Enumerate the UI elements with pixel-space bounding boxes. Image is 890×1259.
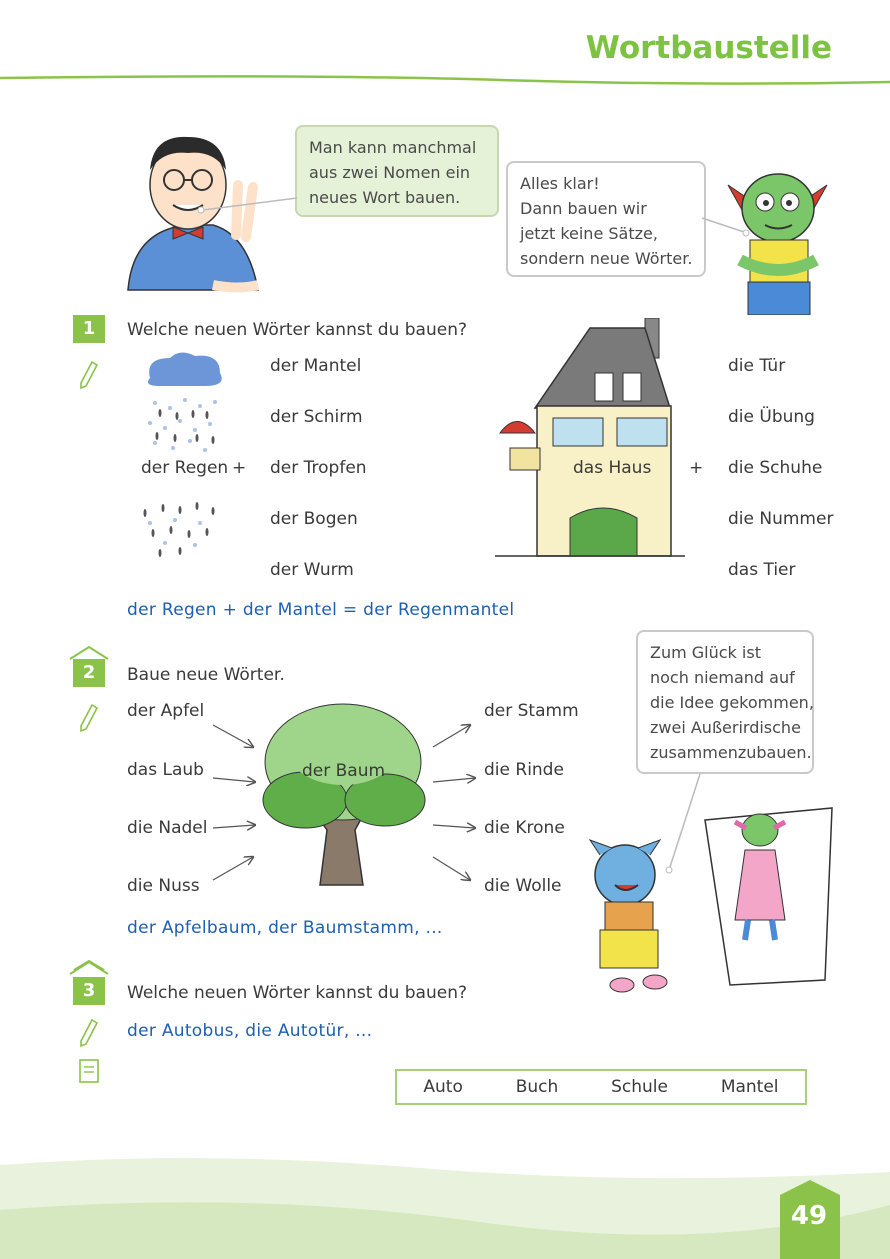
task2-center: der Baum	[302, 761, 386, 781]
word-item: die Rinde	[484, 760, 564, 780]
bubble-line: zwei Außerirdische	[650, 718, 801, 737]
task1-left-base: der Regen	[141, 458, 229, 478]
pencil-icon	[78, 360, 100, 390]
footer-wave	[0, 1150, 890, 1259]
rain-cloud-illustration	[135, 348, 230, 563]
alien-speech-bubble	[506, 161, 706, 277]
word-item: die Krone	[484, 818, 565, 838]
pencil-icon	[78, 1018, 100, 1048]
arrows	[205, 700, 485, 890]
task-1-question: Welche neuen Wörter kannst du bauen?	[127, 320, 467, 340]
header-divider	[0, 70, 890, 90]
task1-example: der Regen + der Mantel = der Regenmantel	[127, 600, 515, 620]
word-box-item: Buch	[515, 1077, 559, 1097]
task-2-question: Baue neue Wörter.	[127, 665, 285, 685]
bubble-line: Alles klar!	[520, 174, 600, 193]
house-illustration	[495, 318, 685, 558]
word-item: die Nuss	[127, 876, 200, 896]
word-box	[395, 1069, 807, 1105]
bubble-line: Dann bauen wir	[520, 199, 647, 218]
word-box-item: Auto	[423, 1077, 463, 1097]
pencil-icon	[78, 703, 100, 733]
word-item: die Wolle	[484, 876, 562, 896]
monster-illustration	[570, 790, 835, 1000]
word-box-item: Mantel	[720, 1077, 779, 1097]
word-item: der Stamm	[484, 701, 579, 721]
task-number-3: 3	[73, 977, 105, 1005]
plus-sign: +	[232, 458, 247, 478]
bubble-line: noch niemand auf	[650, 668, 795, 687]
task-3-question: Welche neuen Wörter kannst du bauen?	[127, 983, 467, 1003]
bubble-line: aus zwei Nomen ein	[309, 163, 471, 182]
task-number-2: 2	[73, 659, 105, 687]
task1-right-base: das Haus	[573, 458, 652, 478]
notebook-icon	[78, 1057, 100, 1085]
bubble-line: zusammenzubauen.	[650, 743, 812, 762]
word-item: das Laub	[127, 760, 204, 780]
bubble-line: Zum Glück ist	[650, 643, 761, 662]
word-item: die Nummer	[728, 509, 834, 529]
word-box-item: Schule	[611, 1077, 668, 1097]
plus-sign: +	[689, 458, 704, 478]
bubble-line: Man kann manchmal	[309, 138, 477, 157]
word-item: die Übung	[728, 407, 815, 427]
word-item: der Tropfen	[270, 458, 367, 478]
monster-speech-bubble	[636, 630, 814, 774]
alien-illustration	[720, 160, 835, 315]
bubble-pointer	[195, 190, 305, 220]
word-item: die Tür	[728, 356, 786, 376]
page-title: Wortbaustelle	[585, 30, 832, 66]
bubble-line: die Idee gekommen,	[650, 693, 814, 712]
word-item: der Apfel	[127, 701, 205, 721]
task3-example: der Autobus, die Autotür, ...	[127, 1021, 373, 1041]
word-item: die Nadel	[127, 818, 208, 838]
word-item: der Schirm	[270, 407, 363, 427]
word-item: der Wurm	[270, 560, 354, 580]
task2-example: der Apfelbaum, der Baumstamm, ...	[127, 918, 443, 938]
word-item: die Schuhe	[728, 458, 823, 478]
bubble-line: neues Wort bauen.	[309, 188, 461, 207]
page-number: 49	[790, 1201, 828, 1231]
bubble-line: sondern neue Wörter.	[520, 249, 693, 268]
task-number-1: 1	[73, 315, 105, 343]
word-item: das Tier	[728, 560, 796, 580]
teacher-speech-bubble	[295, 125, 499, 217]
word-item: der Bogen	[270, 509, 358, 529]
bubble-line: jetzt keine Sätze,	[520, 224, 658, 243]
word-item: der Mantel	[270, 356, 362, 376]
